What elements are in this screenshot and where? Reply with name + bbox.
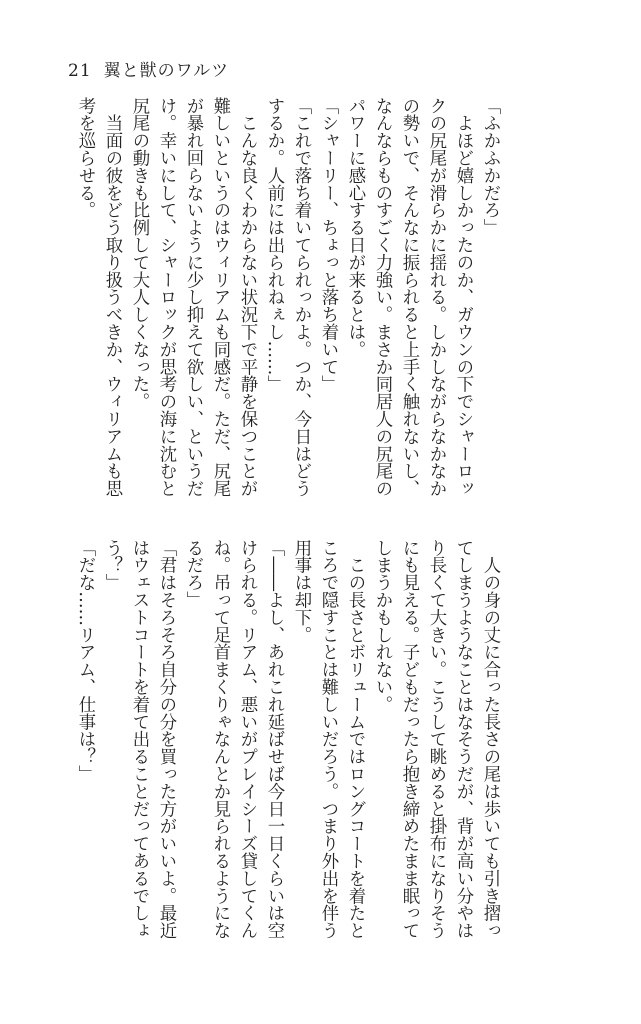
text-column: り長くて大きい。こうして眺めると掛布になりそう [426, 539, 446, 940]
text-column: よほど嬉しかったのか、ガウンの下でシャーロッ [453, 97, 473, 498]
book-title: 翼と獣のワルツ [103, 61, 230, 81]
text-column: 人の身の丈に合った長さの尾は歩いても引き摺っ [480, 539, 500, 940]
text-column: けられる。リアム、悪いがプレイシーズ貸してくん [237, 539, 257, 940]
text-column: するか。人前には出られねぇし……」 [264, 97, 284, 393]
text-column: 「だな……リアム、仕事は？」 [75, 539, 95, 783]
text-block-bottom [71, 539, 503, 949]
text-column: パワーに感心する日が来るとは。 [345, 97, 365, 358]
text-column: しまうかもしれない。 [372, 539, 392, 713]
text-column: 「君はそろそろ自分の分を買った方がいいよ。最近 [156, 539, 176, 940]
text-column: こんな良くわからない状況下で平静を保つことが [237, 97, 257, 498]
text-column: にも見える。子どもだったら抱き締めたまま眠って [399, 539, 419, 940]
text-column: なんならものすごく力強い。まさか同居人の尻尾の [372, 97, 392, 498]
text-block-top [71, 97, 503, 507]
running-header [68, 56, 229, 81]
text-column: が暴れ回らないように少し抑えて欲しい、というだ [183, 97, 203, 498]
text-column: う？」 [102, 539, 122, 592]
text-column: 「これで落ち着いてられっかよ。つか、今日はどう [291, 97, 311, 498]
text-column: クの尻尾が滑らかに揺れる。しかしながらなかなか [426, 97, 446, 498]
page-number: 21 [68, 61, 92, 81]
text-column: 「――よし、あれこれ延ばせば今日一日くらいは空 [264, 539, 284, 940]
text-column: はウェストコートを着て出ることだってあるでしょ [129, 539, 149, 940]
text-column: け。幸いにして、シャーロックが思考の海に沈むと [156, 97, 176, 498]
text-column: この長さとボリュームではロングコートを着たと [345, 539, 365, 940]
text-column: 用事は却下。 [291, 539, 311, 644]
text-column: 考を巡らせる。 [75, 97, 95, 219]
text-column: ころで隠すことは難しいだろう。つまり外出を伴う [318, 539, 338, 940]
text-column: 「ふかふかだろ」 [480, 97, 500, 237]
text-column: てしまうようなことはなそうだが、背が高い分やは [453, 539, 473, 940]
text-column: 難しいというのはウィリアムも同感だ。ただ、尻尾 [210, 97, 230, 498]
text-column: 当面の彼をどう取り扱うべきか、ウィリアムも思 [102, 97, 122, 498]
text-column: の勢いで、そんなに振られると上手く触れないし、 [399, 97, 419, 498]
text-column: 尻尾の動きも比例して大人しくなった。 [129, 97, 149, 411]
text-column: るだろ」 [183, 539, 203, 609]
text-column: 「シャーリー、ちょっと落ち着いて」 [318, 97, 338, 393]
text-column: ね。吊って足首まくりゃなんとか見られるようにな [210, 539, 230, 940]
